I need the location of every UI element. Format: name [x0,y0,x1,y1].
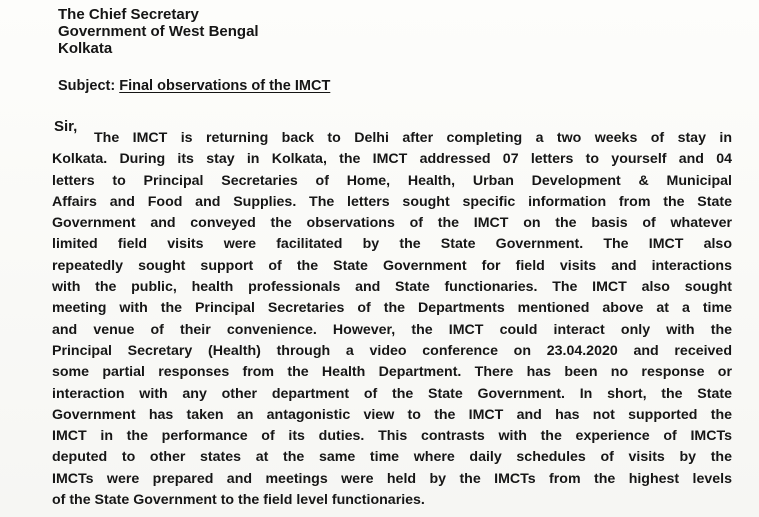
body-line: with the public, health professionals and State functionaries. The IMCT also sought [52,279,732,296]
subject-label: Subject: [58,78,116,94]
recipient-address [58,6,259,57]
subject-text: Final observations of the IMCT [119,78,331,94]
body-line: interaction with any other department of the State Government. In short, the State [52,385,732,402]
body-line: limited field visits were facilitated by the State Government. The IMCT also [52,236,732,253]
body-line: letters to Principal Secretaries of Home, Health, Urban Development & Municipal [52,172,732,189]
body-line: Government has taken an antagonistic view to the IMCT and has not supported the [52,406,732,423]
letter-body [52,128,732,511]
address-line-government: Government of West Bengal [58,23,259,40]
body-line: and venue of their convenience. However, the IMCT could interact only with the [52,321,732,338]
subject-line [58,78,330,94]
body-line: Kolkata. During its stay in Kolkata, the IMCT addressed 07 letters to yourself and 04 [52,151,732,168]
body-line: IMCT in the performance of its duties. This contrasts with the experience of IMCTs [52,428,732,445]
address-line-city: Kolkata [58,40,113,57]
address-line-title: The Chief Secretary [58,6,199,23]
body-line: repeatedly sought support of the State Government for field visits and interactions [52,257,732,274]
salutation: Sir, [54,118,78,135]
body-line: IMCTs were prepared and meetings were held by the IMCTs from the highest levels [52,470,732,487]
body-line: meeting with the Principal Secretaries of the Departments mentioned above at a time [52,300,732,317]
body-line: Government and conveyed the observations of the IMCT on the basis of whatever [52,215,732,232]
body-line: Affairs and Food and Supplies. The letters sought specific information from the State [52,193,732,210]
body-line: of the State Government to the field level functionaries. [52,492,425,509]
body-line: some partial responses from the Health Department. There has been no response or [52,364,732,381]
body-line: deputed to other states at the same time where daily schedules of visits by the [52,449,732,466]
body-line: Principal Secretary (Health) through a video conference on 23.04.2020 and received [52,342,732,359]
body-line: The IMCT is returning back to Delhi after completing a two weeks of stay in [94,130,732,146]
